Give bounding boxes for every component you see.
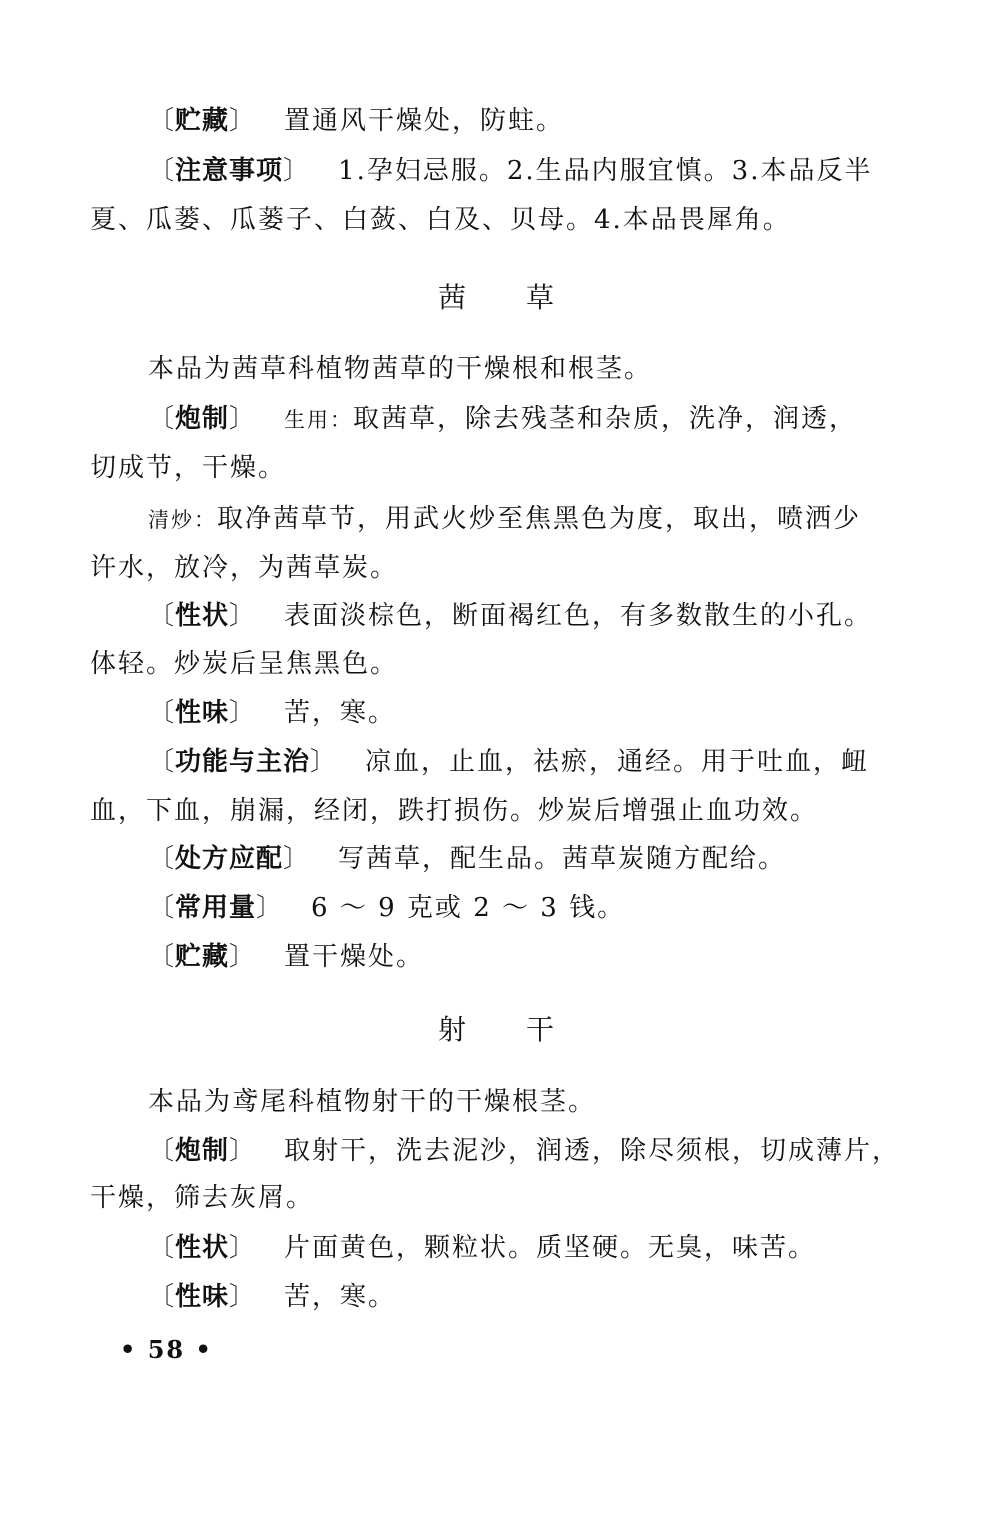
shegan-character-text: 片面黄色，颗粒状。质坚硬。无臭，味苦。 xyxy=(284,1233,817,1263)
processing-sub: 生用： xyxy=(284,408,354,432)
page-number: • 58 • xyxy=(120,1335,213,1364)
shegan-processing-text-1: 取射干，洗去泥沙，润透，除尽须根，切成薄片， xyxy=(284,1136,901,1166)
function-line-1 xyxy=(148,745,869,779)
qingchao-line-2: 许水，放冷，为茜草炭。 xyxy=(90,553,399,583)
function-line-2: 血，下血，崩漏，经闭，跌打损伤。炒炭后增强止血功效。 xyxy=(90,796,819,826)
shegan-processing-line-2: 干燥，筛去灰屑。 xyxy=(90,1183,315,1213)
storage-line-qiancao xyxy=(148,940,424,974)
processing-line-2: 切成节，干燥。 xyxy=(90,453,287,483)
section-label: 〔性味〕 xyxy=(148,698,257,728)
section-label: 〔功能与主治〕 xyxy=(148,747,338,777)
processing-line-1 xyxy=(148,402,857,437)
herb-title-shegan: 射干 xyxy=(437,1013,614,1046)
taste-line xyxy=(148,696,396,730)
character-line-2: 体轻。炒炭后呈焦黑色。 xyxy=(90,649,399,679)
herb-title-qiancao: 茜草 xyxy=(437,281,614,314)
storage-text: 置干燥处。 xyxy=(284,942,425,972)
qingchao-sub: 清炒： xyxy=(148,508,217,532)
prescription-text: 写茜草，配生品。茜草炭随方配给。 xyxy=(338,844,787,874)
notes-line-1 xyxy=(148,154,872,188)
shegan-taste-line xyxy=(148,1280,396,1314)
processing-text-1: 取茜草，除去残茎和杂质，洗净，润透， xyxy=(353,404,858,434)
section-label: 〔注意事项〕 xyxy=(148,156,311,186)
notes-line-2: 夏、瓜蒌、瓜蒌子、白蔹、白及、贝母。4.本品畏犀角。 xyxy=(90,205,791,235)
prescription-line xyxy=(148,842,786,876)
shegan-character-line xyxy=(148,1231,816,1265)
section-label: 〔性状〕 xyxy=(148,601,257,631)
character-line-1 xyxy=(148,599,872,633)
section-label: 〔贮藏〕 xyxy=(148,106,257,136)
section-label: 〔常用量〕 xyxy=(148,893,284,923)
section-label: 〔贮藏〕 xyxy=(148,942,257,972)
section-label: 〔性味〕 xyxy=(148,1282,257,1312)
section-label: 〔处方应配〕 xyxy=(148,844,311,874)
dosage-text: 6 ～ 9 克或 2 ～ 3 钱。 xyxy=(311,893,626,923)
section-label: 〔炮制〕 xyxy=(148,1136,257,1166)
shegan-taste-text: 苦，寒。 xyxy=(284,1282,397,1312)
section-label: 〔性状〕 xyxy=(148,1233,257,1263)
notes-text-1: 1.孕妇忌服。2.生品内服宜慎。3.本品反半 xyxy=(338,156,873,186)
taste-text: 苦，寒。 xyxy=(284,698,397,728)
dosage-line xyxy=(148,891,625,925)
function-text-1: 凉血，止血，祛瘀，通经。用于吐血，衄 xyxy=(365,747,870,777)
intro-qiancao: 本品为茜草科植物茜草的干燥根和根茎。 xyxy=(148,354,653,384)
storage-line-top xyxy=(148,104,564,138)
qingchao-line-1 xyxy=(148,502,861,537)
character-text-1: 表面淡棕色，断面褐红色，有多数散生的小孔。 xyxy=(284,601,873,631)
section-label: 〔炮制〕 xyxy=(148,404,257,434)
storage-text: 置通风干燥处，防蛀。 xyxy=(284,106,565,136)
intro-shegan: 本品为鸢尾科植物射干的干燥根茎。 xyxy=(148,1087,597,1117)
shegan-processing-line-1 xyxy=(148,1134,900,1168)
qingchao-text-1: 取净茜草节，用武火炒至焦黑色为度，取出，喷洒少 xyxy=(217,504,862,534)
